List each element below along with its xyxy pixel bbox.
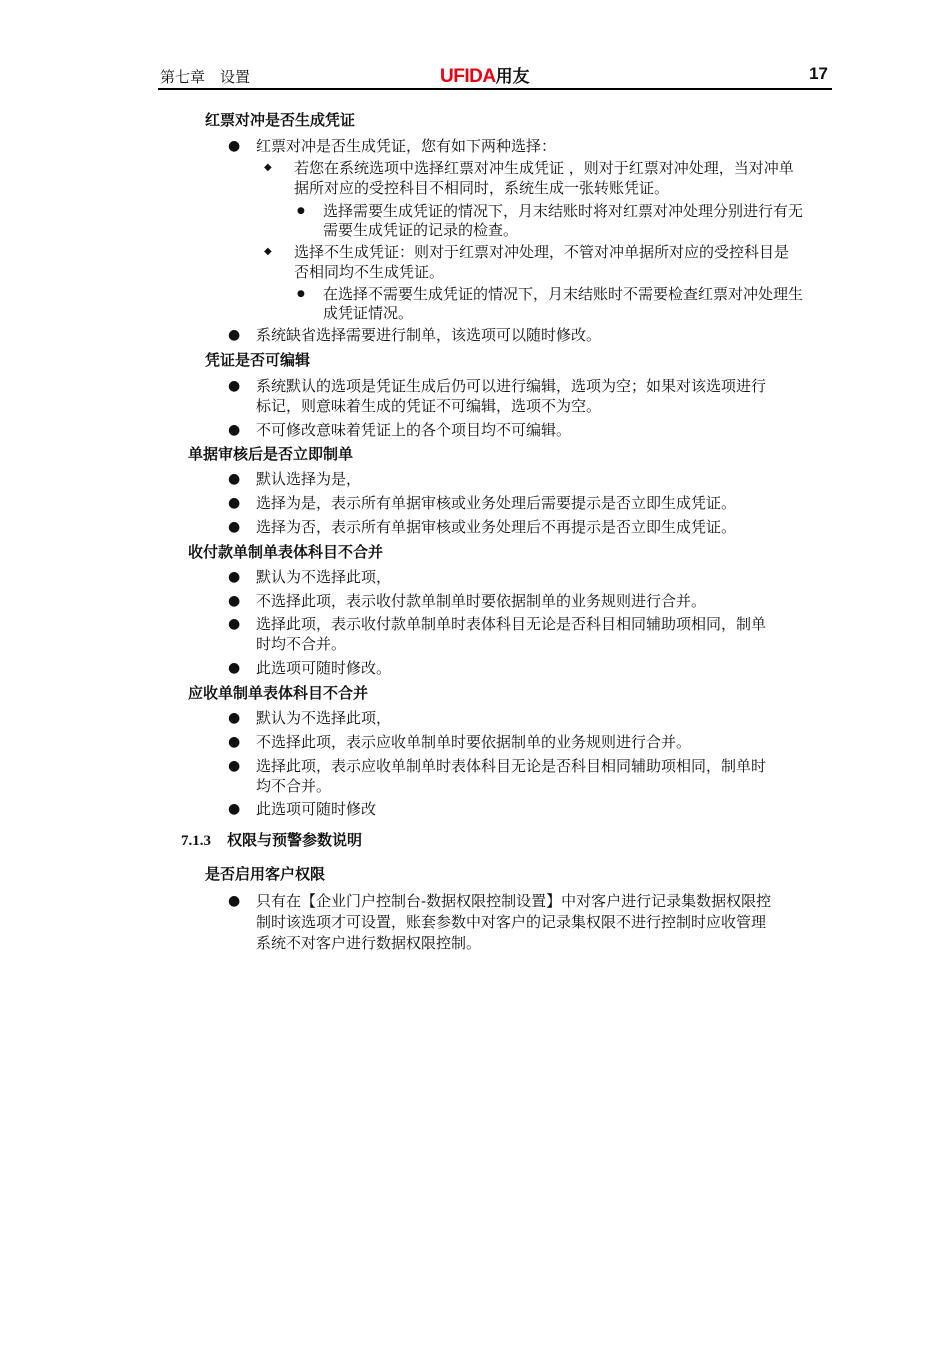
list-item-continuation: 时均不合并。 [256,635,347,653]
diamond-bullet-icon: ◆ [264,246,272,257]
bullet-icon: ● [228,734,241,750]
list-item: 选择此项，表示应收单制单时表体科目无论是否科目相同辅助项相同，制单时 [256,757,767,775]
bullet-icon: ● [228,593,241,609]
logo-latin-text: UFIDA [440,66,496,87]
bullet-icon: ● [228,138,241,154]
chapter-title: 第七章 设置 [160,68,251,86]
section-heading: 应收单制单表体科目不合并 [188,684,369,702]
bullet-icon: ● [228,378,241,394]
diamond-bullet-icon: ◆ [264,162,272,173]
section-heading: 凭证是否可编辑 [205,351,311,369]
list-item: 不选择此项，表示应收单制单时要依据制单的业务规则进行合并。 [256,733,692,751]
list-item-continuation: 需要生成凭证的记录的检查。 [323,221,519,239]
bullet-icon: ● [228,471,241,487]
list-item: 选择需要生成凭证的情况下，月末结账时将对红票对冲处理分别进行有无 [323,202,804,220]
list-item: 不选择此项，表示收付款单制单时要依据制单的业务规则进行合并。 [256,592,707,610]
bullet-icon: ● [228,616,241,632]
list-item-continuation: 均不合并。 [256,777,332,795]
bullet-icon: ● [228,893,241,909]
list-item: 默认选择为是， [256,470,362,488]
list-item-continuation: 成凭证情况。 [323,304,414,322]
list-item: 系统默认的选项是凭证生成后仍可以进行编辑，选项为空；如果对该选项进行 [256,377,767,395]
list-item-continuation: 系统不对客户进行数据权限控制。 [256,934,482,952]
section-heading: 是否启用客户权限 [205,865,326,883]
list-item: 选择不生成凭证：则对于红票对冲处理，不管对冲单据所对应的受控科目是 [294,243,790,261]
list-item-continuation: 标记，则意味着生成的凭证不可编辑，选项不为空。 [256,397,602,415]
bullet-icon: ● [228,801,241,817]
bullet-icon: ● [228,569,241,585]
bullet-icon: ● [228,519,241,535]
bullet-icon: ● [228,660,241,676]
list-item: 在选择不需要生成凭证的情况下，月末结账时不需要检查红票对冲处理生 [323,285,804,303]
bullet-icon: ● [228,422,241,438]
page-number: 17 [809,64,828,83]
bullet-icon: ● [228,710,241,726]
list-item: 若您在系统选项中选择红票对冲生成凭证 ，则对于红票对冲处理，当对冲单 [294,159,794,177]
bullet-icon: ● [228,758,241,774]
list-item: 选择此项，表示收付款单制单时表体科目无论是否科目相同辅助项相同，制单 [256,615,767,633]
ufida-logo [440,62,530,88]
bullet-icon: ● [228,495,241,511]
numbered-heading [181,830,362,851]
list-item: 选择为是，表示所有单据审核或业务处理后需要提示是否立即生成凭证。 [256,494,737,512]
list-item: 只有在【企业门户控制台-数据权限控制设置】中对客户进行记录集数据权限控 [256,892,772,910]
page-header [158,62,832,90]
heading-title: 权限与预警参数说明 [227,831,363,849]
list-item-continuation: 制时该选项才可设置，账套参数中对客户的记录集权限不进行控制时应收管理 [256,913,767,931]
list-item: 默认为不选择此项， [256,709,392,727]
logo-cn-text: 用友 [495,67,530,87]
list-item: 系统缺省选择需要进行制单，该选项可以随时修改。 [256,326,602,344]
small-bullet-icon: ● [297,289,305,299]
list-item: 不可修改意味着凭证上的各个项目均不可编辑。 [256,421,572,439]
list-item: 此选项可随时修改。 [256,659,392,677]
bullet-icon: ● [228,327,241,343]
section-heading: 红票对冲是否生成凭证 [205,111,356,129]
heading-number: 7.1.3 [181,833,211,849]
list-item: 此选项可随时修改 [256,800,377,818]
section-heading: 收付款单制单表体科目不合并 [188,543,384,561]
list-item-continuation: 据所对应的受控科目不相同时，系统生成一张转账凭证。 [294,179,670,197]
small-bullet-icon: ● [297,206,305,216]
list-item-continuation: 否相同均不生成凭证。 [294,263,445,281]
list-item: 选择为否，表示所有单据审核或业务处理后不再提示是否立即生成凭证。 [256,518,737,536]
list-item: 默认为不选择此项， [256,568,392,586]
section-heading: 单据审核后是否立即制单 [188,445,354,463]
list-item: 红票对冲是否生成凭证，您有如下两种选择： [256,137,557,155]
